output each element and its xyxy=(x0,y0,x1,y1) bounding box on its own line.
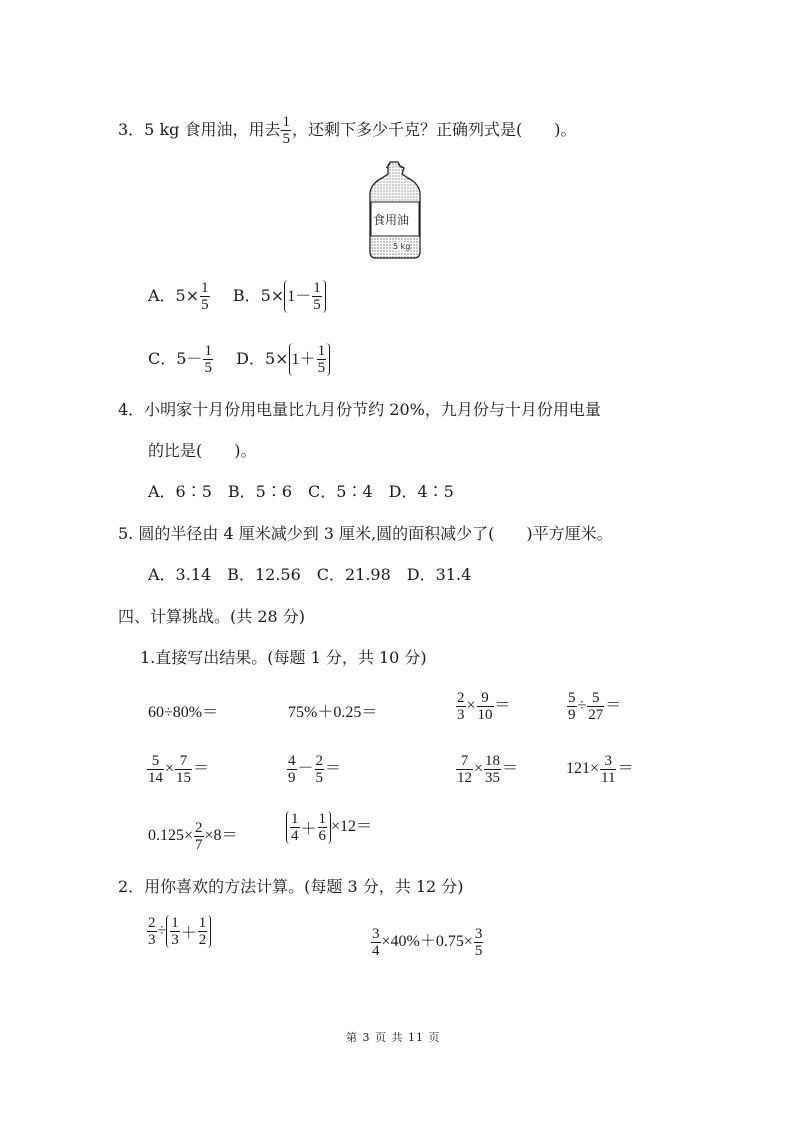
q3-option-d-fraction: $\frac{1}{5}$ xyxy=(317,343,326,376)
calc-2: $\frac{3}{4}$ ×40%＋0.75× $\frac{3}{5}$ xyxy=(372,926,483,959)
section4-title: 四、计算挑战。(共 28 分) xyxy=(118,607,306,626)
q3-option-a-label: A．5× xyxy=(148,286,200,305)
expr-7: $\frac{7}{12}$ × $\frac{18}{35}$ ＝ xyxy=(457,753,519,786)
calc-1-frac0: $\frac{2}{3}$ xyxy=(148,915,156,948)
q3-option-d-label: D．5× xyxy=(236,349,289,368)
expr-3: $\frac{2}{3}$ × $\frac{9}{10}$ ＝ xyxy=(457,690,511,723)
calc-1-paren: $\frac{1}{3}$ ＋ $\frac{1}{2}$ xyxy=(166,915,211,948)
calc-1-frac2: $\frac{1}{2}$ xyxy=(198,915,207,948)
q3-option-b-fraction: $\frac{1}{5}$ xyxy=(313,280,321,313)
q3-options-cd xyxy=(148,343,330,376)
q5-line1: 5. 圆的半径由 4 厘米减少到 3 厘米,圆的面积减少了( )平方厘米。 xyxy=(118,524,613,543)
page-footer: 第 3 页 共 11 页 xyxy=(346,1031,441,1044)
expr-2: 75%＋0.25＝ xyxy=(288,704,378,721)
q3-stem xyxy=(118,114,576,147)
bottle-label: 食用油 xyxy=(373,213,410,227)
q3-option-b-paren: 1－ $\frac{1}{5}$ xyxy=(284,280,326,313)
q3-stem-tail: ，还剩下多少千克？正确列式是( )。 xyxy=(291,120,577,139)
q3-option-a-fraction: $\frac{1}{5}$ xyxy=(201,280,209,313)
expr-8: 121× $\frac{3}{11}$ ＝ xyxy=(566,753,634,786)
expr-10-paren: $\frac{1}{4}$ ＋ $\frac{1}{6}$ xyxy=(286,811,331,844)
expr-8-frac1: $\frac{3}{11}$ xyxy=(601,753,616,786)
expr-5: $\frac{5}{14}$ × $\frac{7}{15}$ ＝ xyxy=(148,753,210,786)
expr-6-frac2: $\frac{2}{5}$ xyxy=(315,753,324,786)
q3-option-c-label: C．5－ xyxy=(148,349,203,368)
calc-1-frac1: $\frac{1}{3}$ xyxy=(171,915,179,948)
q4-line2: 的比是( )。 xyxy=(148,441,257,460)
expr-7-frac2: $\frac{18}{35}$ xyxy=(485,753,501,786)
section4-sub1: 1.直接写出结果。(每题 1 分，共 10 分) xyxy=(140,648,427,667)
expr-6-frac1: $\frac{4}{9}$ xyxy=(288,753,296,786)
expr-3-frac2: $\frac{9}{10}$ xyxy=(477,690,493,723)
expr-4: $\frac{5}{9}$ ÷ $\frac{5}{27}$ ＝ xyxy=(568,690,622,723)
bottle-weight: 5 kg xyxy=(393,242,411,251)
q3-stem-fraction: $\frac{1}{5}$ xyxy=(282,114,290,147)
expr-1: 60÷80%＝ xyxy=(148,704,219,721)
q3-option-b-label: B．5× xyxy=(232,286,285,305)
expr-7-frac1: $\frac{7}{12}$ xyxy=(457,753,472,786)
expr-4-frac1: $\frac{5}{9}$ xyxy=(568,690,576,723)
expr-4-frac2: $\frac{5}{27}$ xyxy=(588,690,604,723)
expr-3-frac1: $\frac{2}{3}$ xyxy=(457,690,465,723)
calc-2-frac2: $\frac{3}{5}$ xyxy=(474,926,483,959)
q3-option-d-paren: 1＋ $\frac{1}{5}$ xyxy=(289,343,331,376)
q4-options: A．6∶5 B．5∶6 C．5∶4 D．4∶5 xyxy=(148,482,454,501)
expr-5-frac2: $\frac{7}{15}$ xyxy=(176,753,192,786)
calc-1: $\frac{2}{3}$ ÷ $\frac{1}{3}$ ＋ $\frac{1}{2}$ xyxy=(146,915,211,948)
expr-10: $\frac{1}{4}$ ＋ $\frac{1}{6}$ ×12＝ xyxy=(286,811,372,844)
expr-9: 0.125× $\frac{2}{7}$ ×8＝ xyxy=(148,820,238,853)
expr-9-frac1: $\frac{2}{7}$ xyxy=(195,820,203,853)
q3-stem-text: 3．5 kg 食用油，用去 xyxy=(118,120,281,139)
q3-options-ab xyxy=(148,280,326,313)
expr-6: $\frac{4}{9}$ － $\frac{2}{5}$ ＝ xyxy=(288,753,342,786)
expr-10-frac2: $\frac{1}{6}$ xyxy=(318,811,327,844)
expr-5-frac1: $\frac{5}{14}$ xyxy=(148,753,163,786)
q3-option-c-fraction: $\frac{1}{5}$ xyxy=(204,343,212,376)
q5-options: A．3.14 B．12.56 C．21.98 D．31.4 xyxy=(148,565,472,584)
q4-line1: 4．小明家十月份用电量比九月份节约 20%，九月份与十月份用电量 xyxy=(118,400,601,419)
oil-bottle-image xyxy=(368,160,422,260)
expr-10-frac1: $\frac{1}{4}$ xyxy=(291,811,299,844)
section4-sub2: 2．用你喜欢的方法计算。(每题 3 分，共 12 分) xyxy=(118,877,464,896)
calc-2-frac1: $\frac{3}{4}$ xyxy=(372,926,380,959)
